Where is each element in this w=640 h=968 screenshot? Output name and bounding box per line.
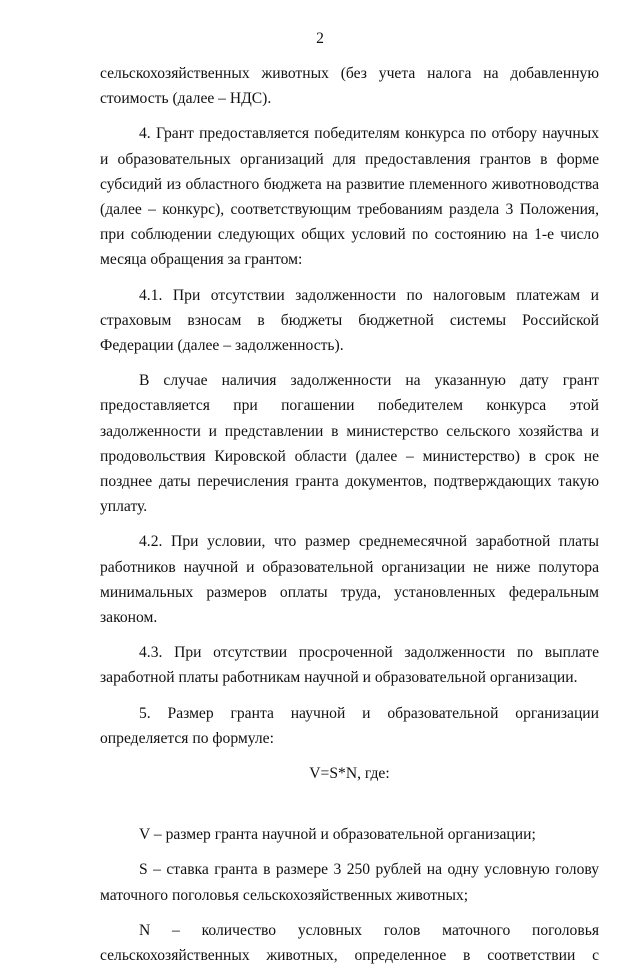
grant-formula: V=S*N, где: [309, 765, 390, 783]
paragraph-item-4-2: 4.2. При условии, что размер среднемесячной заработной платы работников научной и образовательной организации не ниже полутора минимальных размеров оплаты труда, установленных федеральным законом. [100, 533, 599, 627]
definition-s: S – ставка гранта в размере 3 250 рублей на одну условную голову маточного поголовья сельскохозяйственных животных; [100, 861, 599, 904]
paragraph-continuation: сельскохозяйственных животных (без учета налога на добавленную стоимость (далее – НДС). [100, 65, 599, 108]
paragraph-item-4: 4. Грант предоставляется победителям конкурса по отбору научных и образовательных организаций для предоставления грантов в форме субсидий из областного бюджета на развитие племенного животноводства (далее – конкурс), соответствующим требованиям раздела 3 Положения, при соблюдении следующих общих условий по состоянию на 1-е число месяца обращения за грантом: [100, 125, 599, 269]
definition-v: V – размер гранта научной и образовательной организации; [139, 826, 536, 844]
paragraph-debt-case: В случае наличия задолженности на указанную дату грант предоставляется при погашении победителем конкурса этой задолженности и представлении в министерство сельского хозяйства и продовольствия Кировской области (далее – министерство) в срок не позднее даты перечисления гранта документов, подтверждающих такую уплату. [100, 372, 599, 516]
paragraph-item-4-1: 4.1. При отсутствии задолженности по налоговым платежам и страховым взносам в бюджеты бюджетной системы Российской Федерации (далее – задолженность). [100, 286, 599, 355]
definition-n: N – количество условных голов маточного поголовья сельскохозяйственных животных, определенное в соответствии с [100, 921, 599, 965]
page-number: 2 [316, 30, 324, 47]
paragraph-item-4-3: 4.3. При отсутствии просроченной задолженности по выплате заработной платы работникам научной и образовательной организации. [100, 644, 599, 687]
document-body [100, 61, 599, 968]
paragraph-item-5: 5. Размер гранта научной и образовательной организации определяется по формуле: [100, 704, 599, 747]
